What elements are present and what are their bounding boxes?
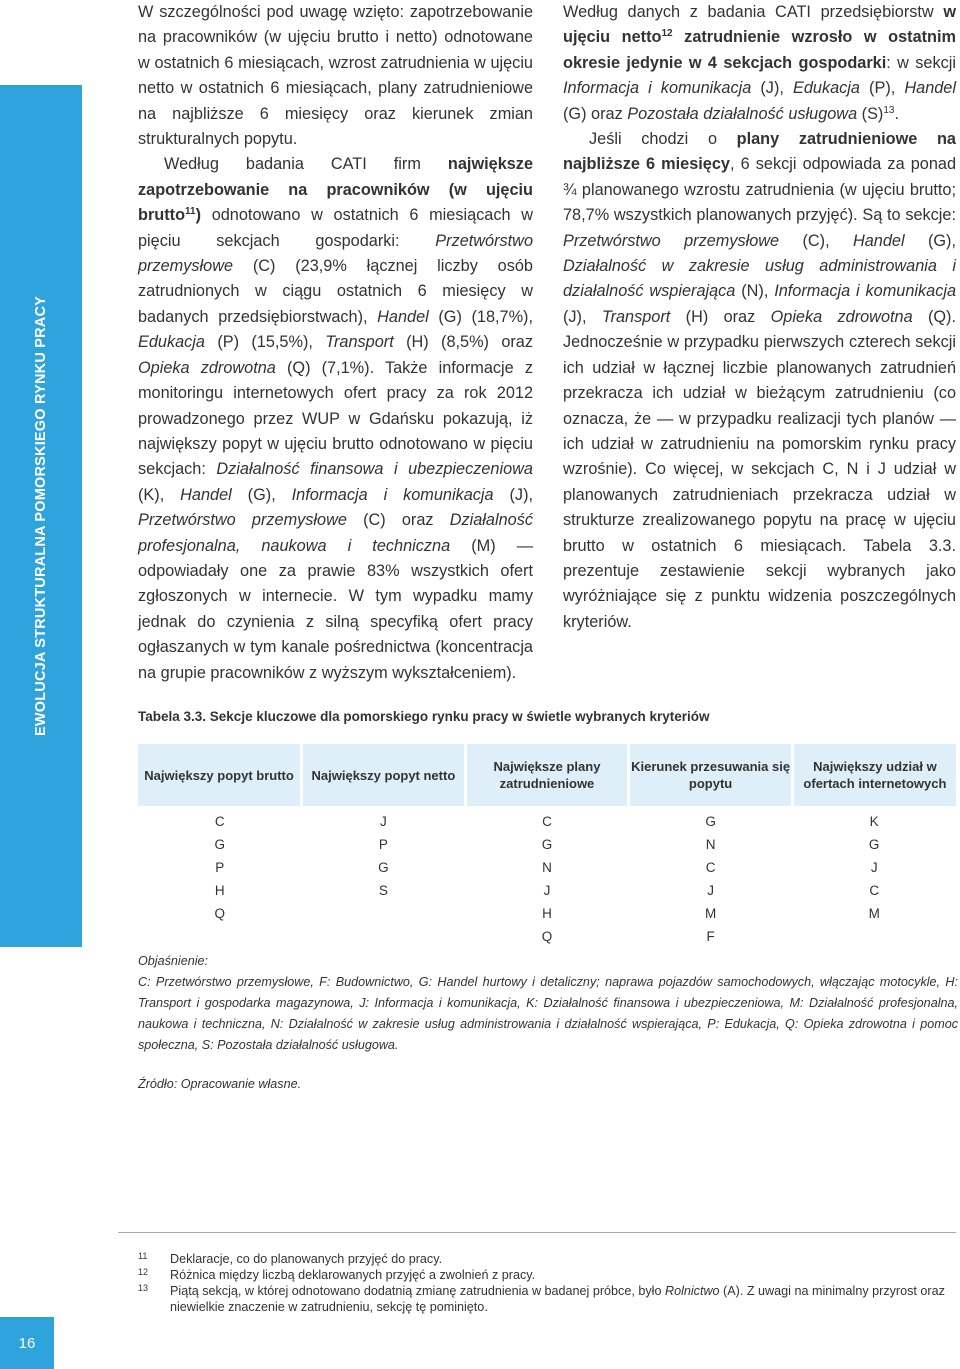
table-cell: G bbox=[378, 860, 389, 875]
footnote-number: 12 bbox=[138, 1267, 149, 1277]
table-cell: J bbox=[870, 860, 878, 875]
footnote-text: Deklaracje, co do planowanych przyjęć do pracy. bbox=[170, 1252, 443, 1266]
table-cell: H bbox=[214, 883, 225, 898]
footnote-ref[interactable]: 11 bbox=[185, 206, 196, 218]
table-cell: J bbox=[707, 883, 714, 898]
column-header: Największy popyt brutto bbox=[138, 744, 302, 806]
paragraph: Według badania CATI firm największe zapotrzebowanie na pracowników (w ujęciu brutto$^{11}$) odnotowano w ostatnich 6 miesiącach w pięciu sekcjach gospodarki: Przetwórstwo przemysłowe (C) (23,9% łącznej liczby osób zatrudnionych w ciągu ostatnich 6 miesięcy w badanych przedsiębiorstwach), Handel (G) (18,7%), Edukacja (P) (15,5%), Transport (H) (8,5%) oraz Opieka zdrowotna (Q) (7,1%). Także informacje z monitoringu internetowych ofert pracy za rok 2012 prowadzonego przez WUP w Gdańsku pokazują, iż największy popyt w ujęciu brutto odnotowano w pięciu sekcjach: Działalność finansowa i ubezpieczeniowa (K), Handel (G), Informacja i komunikacja (J), Przetwórstwo przemysłowe (C) oraz Działalność profesjonalna, naukowa i techniczna (M) — odpowiadały one za prawie 83% wszystkich ofert zgłoszonych w internecie. W tym wypadku mamy jednak do czynienia z silną specyfiką ofert pracy ogłaszanych w tym kanale pośrednictwa (koncentracja na grupie pracowników z wyższym wykształceniem). bbox=[138, 155, 534, 682]
paragraph: Jeśli chodzi o plany zatrudnieniowe na najbliższe 6 miesięcy, 6 sekcji odpowiada za ponad ¾ planowanego wzrostu zatrudnienia (w ujęciu brutto; 78,7% wszystkich planowanych przyjęć). Są to sekcje: Przetwórstwo przemysłowe (C), Handel (G), Działalność w zakresie usług administrowania i działalność wspierająca (N), Informacja i komunikacja (J), Transport (H) oraz Opieka zdrowotna (Q). Jednocześnie w przypadku pierwszych czterech sekcji ich udział w łącznej liczbie planowanych zatrudnień przekracza ich udział w bieżącym zatrudnieniu (co oznacza, że — w przypadku realizacji tych planów — ich udział w zatrudnieniu na pomorskim rynku pracy wzrośnie). Co więcej, w sekcjach C, N i J udział w planowanych zatrudnieniach przekracza udział w strukturze zrealizowanego popytu na pracę w ujęciu brutto w ostatnich 6 miesiącach. Tabela 3.3. prezentuje zestawienie sekcji wybranych jako wyróżniające się z punktu widzenia poszczególnych kryteriów. bbox=[563, 130, 957, 631]
left-column bbox=[138, 0, 533, 686]
source-note: Źródło: Opracowanie własne. bbox=[138, 1077, 302, 1091]
table-cell: Q bbox=[541, 929, 553, 944]
table-row bbox=[138, 925, 956, 948]
footnote-text: Różnica między liczbą deklarowanych przyjęć a zwolnień z pracy. bbox=[170, 1268, 536, 1282]
column-header: Kierunek przesuwania się popytu bbox=[629, 744, 793, 806]
table-cell: C bbox=[869, 883, 880, 898]
table-cell: Q bbox=[214, 906, 226, 921]
table-row bbox=[138, 806, 956, 833]
table-cell: C bbox=[214, 814, 225, 829]
paragraph: Według danych z badania CATI przedsiębiorstw w ujęciu netto$^{12}$ zatrudnienie wzrosło w ostatnim okresie jedynie w 4 sekcjach gospodarki: w sekcji Informacja i komunikacja (J), Edukacja (P), Handel (G) oraz Pozostała działalność usługowa $(S)^{13}$. bbox=[563, 3, 957, 123]
table-cell: N bbox=[705, 837, 716, 852]
column-header: Największe plany zatrudnieniowe bbox=[465, 744, 629, 806]
sidebar-band bbox=[0, 85, 82, 947]
table-cell: K bbox=[869, 814, 879, 829]
table-cell: G bbox=[541, 837, 553, 852]
table-cell: G bbox=[868, 837, 880, 852]
table-cell: M bbox=[868, 906, 880, 921]
table-cell: J bbox=[543, 883, 551, 898]
table-cell bbox=[302, 902, 466, 925]
footnote-divider bbox=[118, 1232, 956, 1233]
footnote bbox=[138, 1283, 958, 1315]
table-cell bbox=[792, 925, 956, 948]
table-cell: H bbox=[542, 906, 552, 921]
table-row bbox=[138, 879, 956, 902]
table-row bbox=[138, 856, 956, 879]
footnotes bbox=[138, 1251, 958, 1315]
table-cell: J bbox=[380, 814, 387, 829]
footnote-text: Piątą sekcją, w której odnotowano dodatnią zmianę zatrudnienia w badanej próbce, było Rolnictwo (A). Z uwagi na minimalny przyrost oraz niewielkie znaczenie w zatrudnieniu, sekcję tę pominięto. bbox=[170, 1284, 945, 1314]
table-cell: C bbox=[542, 814, 552, 829]
table-cell: S bbox=[378, 883, 388, 898]
right-column bbox=[563, 0, 956, 635]
table-notes bbox=[138, 951, 958, 1095]
footnote-number: 11 bbox=[138, 1251, 148, 1261]
column-header: Największy popyt netto bbox=[302, 744, 466, 806]
table-cell bbox=[302, 925, 466, 948]
table-row bbox=[138, 833, 956, 856]
table-cell: M bbox=[704, 906, 717, 921]
key-sections-table bbox=[138, 744, 956, 948]
table-cell: C bbox=[705, 860, 716, 875]
paragraph: W szczególności pod uwagę wzięto: zapotrzebowanie na pracowników (w ujęciu brutto i netto) odnotowane w ostatnich 6 miesiącach, wzrost zatrudnienia w ujęciu netto w ostatnich 6 miesiącach, plany zatrudnieniowe na najbliższe 6 miesięcy oraz kierunek zmian strukturalnych popytu. bbox=[138, 3, 533, 149]
table-cell bbox=[138, 925, 302, 948]
table-cell: N bbox=[542, 860, 552, 875]
table-cell: F bbox=[706, 929, 715, 944]
notes-text: C: Przetwórstwo przemysłowe, F: Budownictwo, G: Handel hurtowy i detaliczny; naprawa pojazdów samochodowych, włączając motocykle, H: Transport i gospodarka magazynowa, J: Informacja i komunikacja, K: Działalność finansowa i ubezpieczeniowa, M: Działalność profesjonalna, naukowa i techniczna, N: Działalność w zakresie usług administrowania i działalność wspierająca, P: Edukacja, Q: Opieka zdrowotna i pomoc społeczna, S: Pozostała działalność usługowa. bbox=[138, 975, 958, 1052]
table-cell: G bbox=[705, 814, 716, 829]
table-caption: Tabela 3.3. Sekcje kluczowe dla pomorskiego rynku pracy w świetle wybranych kryteriów bbox=[138, 709, 710, 724]
footnote-number: 13 bbox=[138, 1283, 149, 1293]
column-header: Największy udział w ofertach internetowych bbox=[792, 744, 956, 806]
table-cell: P bbox=[215, 860, 225, 875]
footnote bbox=[138, 1267, 958, 1283]
notes-label: Objaśnienie: bbox=[138, 954, 209, 968]
running-header: EWOLUCJA STRUKTURALNA POMORSKIEGO RYNKU PRACY bbox=[33, 296, 49, 736]
table-row bbox=[138, 902, 956, 925]
footnote bbox=[138, 1251, 958, 1267]
page-number: 16 bbox=[0, 1317, 54, 1369]
footnote-ref[interactable]: 13 bbox=[883, 104, 895, 116]
table-header-row bbox=[138, 744, 956, 806]
footnote-ref[interactable]: 12 bbox=[661, 28, 673, 40]
table-cell: G bbox=[214, 837, 226, 852]
table-cell: P bbox=[378, 837, 388, 852]
